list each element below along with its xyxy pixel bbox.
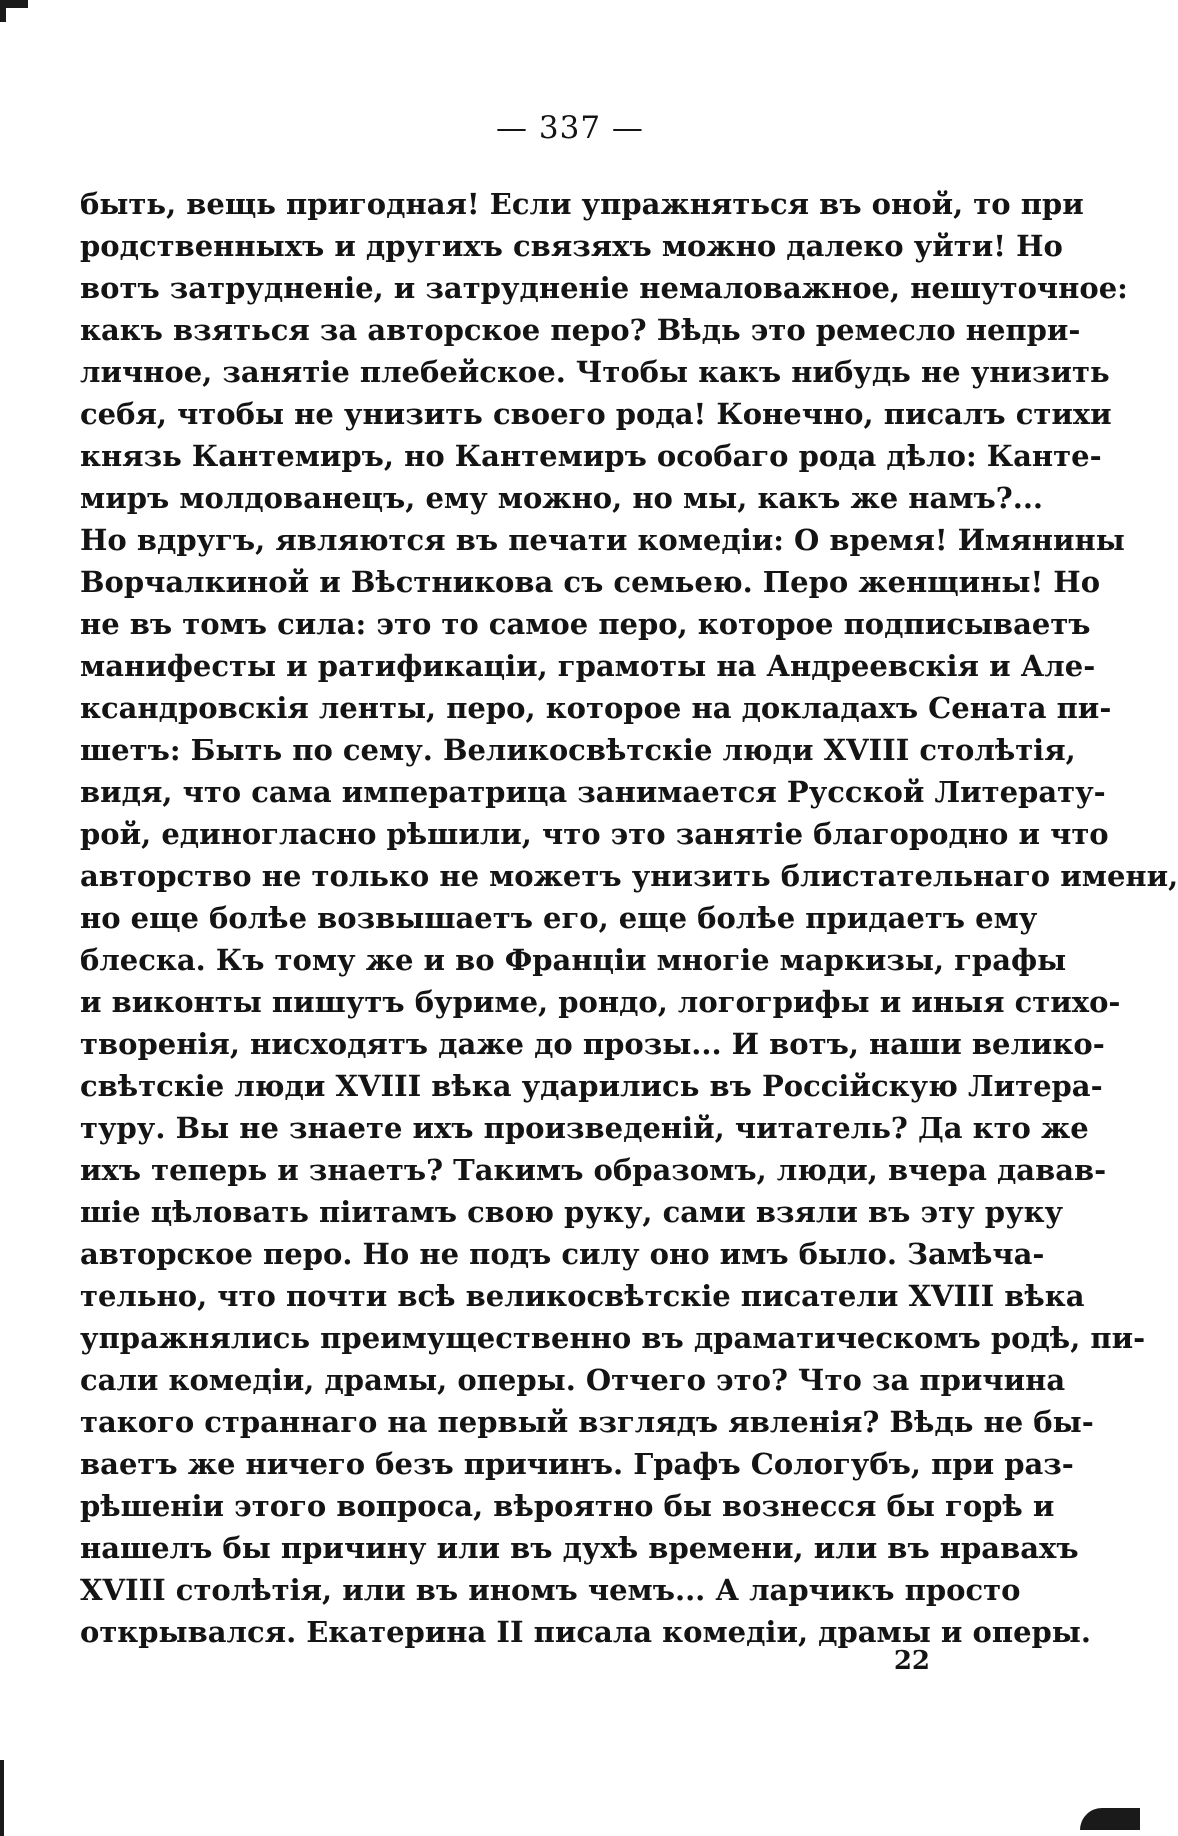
scan-artifact bbox=[0, 1760, 4, 1836]
text-line: нашелъ бы причину или въ духѣ времени, или въ нравахъ bbox=[80, 1531, 1079, 1565]
text-line: такого страннаго на первый взглядъ явленія? Вѣдь не бы- bbox=[80, 1405, 1094, 1439]
text-line: Ворчалкиной и Вѣстникова съ семьею. Перо женщины! Но bbox=[80, 565, 1101, 599]
text-line: ксандровскія ленты, перо, которое на докладахъ Сената пи- bbox=[80, 691, 1112, 725]
text-line: творенія, нисходятъ даже до прозы... И вотъ, наши велико- bbox=[80, 1027, 1105, 1061]
text-line: быть, вещь пригодная! Если упражняться въ оной, то при bbox=[80, 187, 1084, 221]
text-line: рѣшеніи этого вопроса, вѣроятно бы вознесся бы горѣ и bbox=[80, 1489, 1055, 1523]
text-line: рой, единогласно рѣшили, что это занятіе благородно и что bbox=[80, 817, 1109, 851]
text-line: тельно, что почти всѣ великосвѣтскіе писатели XVIII вѣка bbox=[80, 1279, 1085, 1313]
scan-artifact bbox=[1080, 1808, 1140, 1830]
text-line: и виконты пишутъ буриме, рондо, логогрифы и иныя стихо- bbox=[80, 985, 1121, 1019]
text-line: ихъ теперь и знаетъ? Такимъ образомъ, люди, вчера давав- bbox=[80, 1153, 1107, 1187]
text-line: авторство не только не можетъ унизить блистательнаго имени, bbox=[80, 859, 1178, 893]
body-text bbox=[80, 183, 1178, 1653]
text-line: авторское перо. Но не подъ силу оно имъ было. Замѣча- bbox=[80, 1237, 1045, 1271]
text-line: упражнялись преимущественно въ драматическомъ родѣ, пи- bbox=[80, 1321, 1146, 1355]
text-line: вотъ затрудненіе, и затрудненіе немаловажное, нешуточное: bbox=[80, 271, 1128, 305]
text-line: не въ томъ сила: это то самое перо, которое подписываетъ bbox=[80, 607, 1091, 641]
text-line: свѣтскіе люди XVIII вѣка ударились въ Россійскую Литера- bbox=[80, 1069, 1103, 1103]
text-line: туру. Вы не знаете ихъ произведеній, читатель? Да кто же bbox=[80, 1111, 1089, 1145]
page-number: — 337 — bbox=[496, 110, 644, 146]
text-line: какъ взяться за авторское перо? Вѣдь это ремесло непри- bbox=[80, 313, 1081, 347]
text-line: шіе цѣловать піитамъ свою руку, сами взяли въ эту руку bbox=[80, 1195, 1064, 1229]
printer-signature: 22 bbox=[893, 1646, 930, 1676]
text-line: личное, занятіе плебейское. Чтобы какъ нибудь не унизить bbox=[80, 355, 1110, 389]
text-line: но еще болѣе возвышаетъ его, еще болѣе придаетъ ему bbox=[80, 901, 1038, 935]
text-line: родственныхъ и другихъ связяхъ можно далеко уйти! Но bbox=[80, 229, 1063, 263]
text-line: блеска. Къ тому же и во Франціи многіе маркизы, графы bbox=[80, 943, 1067, 977]
text-line: XVIII столѣтія, или въ иномъ чемъ... А ларчикъ просто bbox=[80, 1573, 1021, 1607]
text-line: открывался. Екатерина II писала комедіи, драмы и оперы. bbox=[80, 1615, 1091, 1649]
text-line: видя, что сама императрица занимается Русской Литерату- bbox=[80, 775, 1106, 809]
text-line: Но вдругъ, являются въ печати комедіи: О время! Имянины bbox=[80, 523, 1125, 557]
text-line: шетъ: Быть по сему. Великосвѣтскіе люди XVIII столѣтія, bbox=[80, 733, 1076, 767]
text-line: миръ молдованецъ, ему можно, но мы, какъ же намъ?... bbox=[80, 481, 1044, 515]
text-line: манифесты и ратификаціи, грамоты на Андреевскія и Але- bbox=[80, 649, 1096, 683]
text-line: князь Кантемиръ, но Кантемиръ особаго рода дѣло: Канте- bbox=[80, 439, 1102, 473]
text-line: сали комедіи, драмы, оперы. Отчего это? Что за причина bbox=[80, 1363, 1066, 1397]
text-line: ваетъ же ничего безъ причинъ. Графъ Сологубъ, при раз- bbox=[80, 1447, 1074, 1481]
text-line: себя, чтобы не унизить своего рода! Конечно, писалъ стихи bbox=[80, 397, 1112, 431]
scan-artifact bbox=[0, 0, 6, 22]
